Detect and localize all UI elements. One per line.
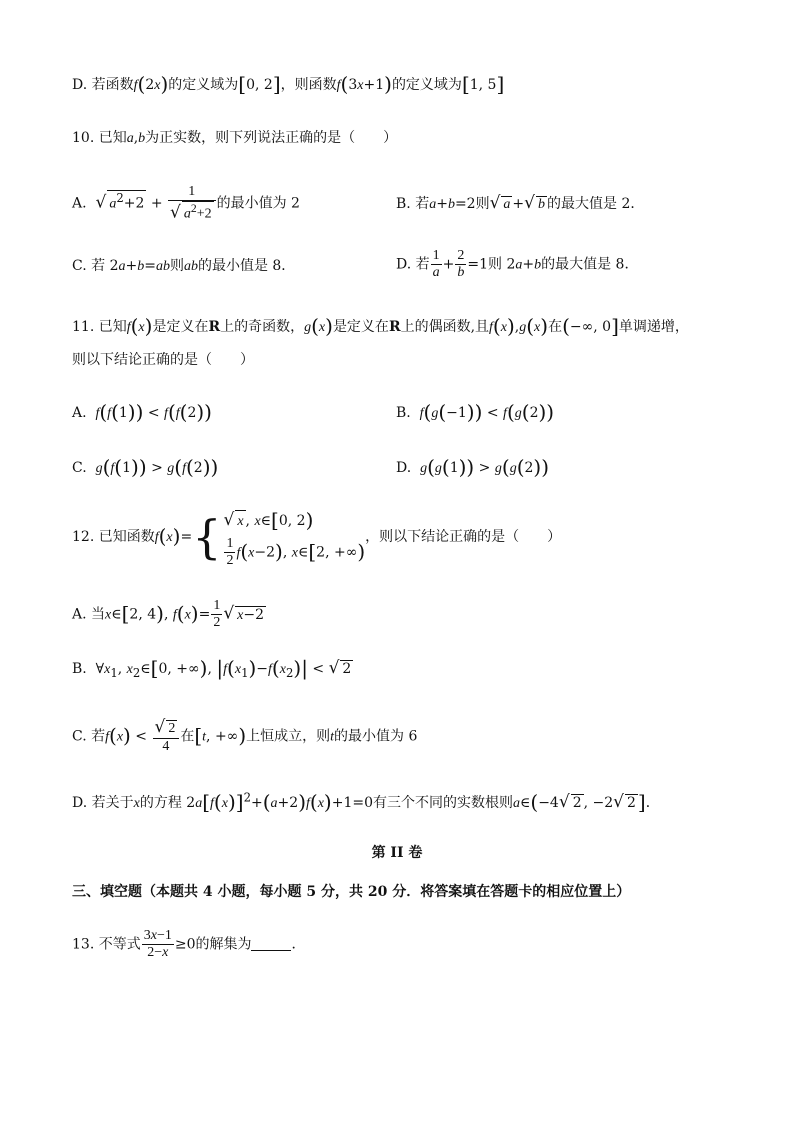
q10-option-a: A. √ $a^2+2$ + $\frac{1}{√ a^2+2}$ 的最小值为 2	[72, 184, 300, 223]
q12-option-a: A. 当x∈[2, 4), f(x)= $\frac{1}{2}$ √ x−2	[72, 598, 265, 631]
q10-option-c: C. 若 2a+b=ab则ab的最小值是 8．	[72, 258, 296, 274]
q12-option-b: B. $\forall x_1$, $x_2\in[0$, +∞), $|f(x_1)-f(x_2)|$ < √ 2	[72, 656, 352, 680]
answer-blank[interactable]	[251, 950, 291, 951]
q9-option-d: D. 若函数f(2x)的定义域为[0, 2]，则函数f(3x+1)的定义域为[1, 5]	[72, 72, 505, 96]
q11-option-b: B. f(g(−1)) < f(g(2))	[396, 400, 555, 424]
part-title: 第 II 卷	[371, 845, 423, 861]
q10-option-d: D. 若 $\frac{1}{a}$ + $\frac{2}{b}$ =1则 2a+b的最大值是 8．	[396, 248, 639, 281]
q11-option-d: D. g(g(1)) > g(g(2))	[396, 455, 550, 479]
q11-stem-line1: 11. 已知f(x)是定义在R上的奇函数，g(x)是定义在R上的偶函数,且f(x),g(x)在(−∞, 0]单调递增，	[72, 314, 689, 338]
q11-option-a: A. f(f(1)) < f(f(2))	[72, 400, 212, 424]
q12-stem: 12. 已知函数f(x)={ √ x , x∈[0, 2) $\frac{1}{2}$ f(x−2), x∈[2, +∞) ，则以下结论正确的是（ ）	[72, 508, 562, 569]
section-heading: 三、填空题（本题共 4 小题，每小题 5 分，共 20 分．将答案填在答题卡的相应位置上）	[72, 884, 631, 900]
q13-stem: 13. 不等式 $\frac{3x-1}{2-x}$ ≥0的解集为 ．	[72, 928, 306, 961]
q10-stem: 10. 已知a,b为正实数，则下列说法正确的是（ ）	[72, 130, 398, 146]
q10-option-b: B. 若a+b=2则√ a +√ b 的最大值是 2．	[396, 193, 645, 213]
q11-option-c: C. g(f(1)) > g(f(2))	[72, 455, 219, 479]
q12-option-c: C. 若f(x) < $\frac{√ 2}{4}$ 在[t, +∞)上恒成立，则t的最小值为 6	[72, 717, 418, 754]
q12-option-d: D. 若关于x的方程 $2a[f(x)]^2+(a+2)f(x)+1=0$有三个不同的实数根则a∈(−4√ 2 , −2√ 2 ]．	[72, 790, 660, 814]
q11-stem-line2: 则以下结论正确的是（ ）	[72, 352, 254, 368]
